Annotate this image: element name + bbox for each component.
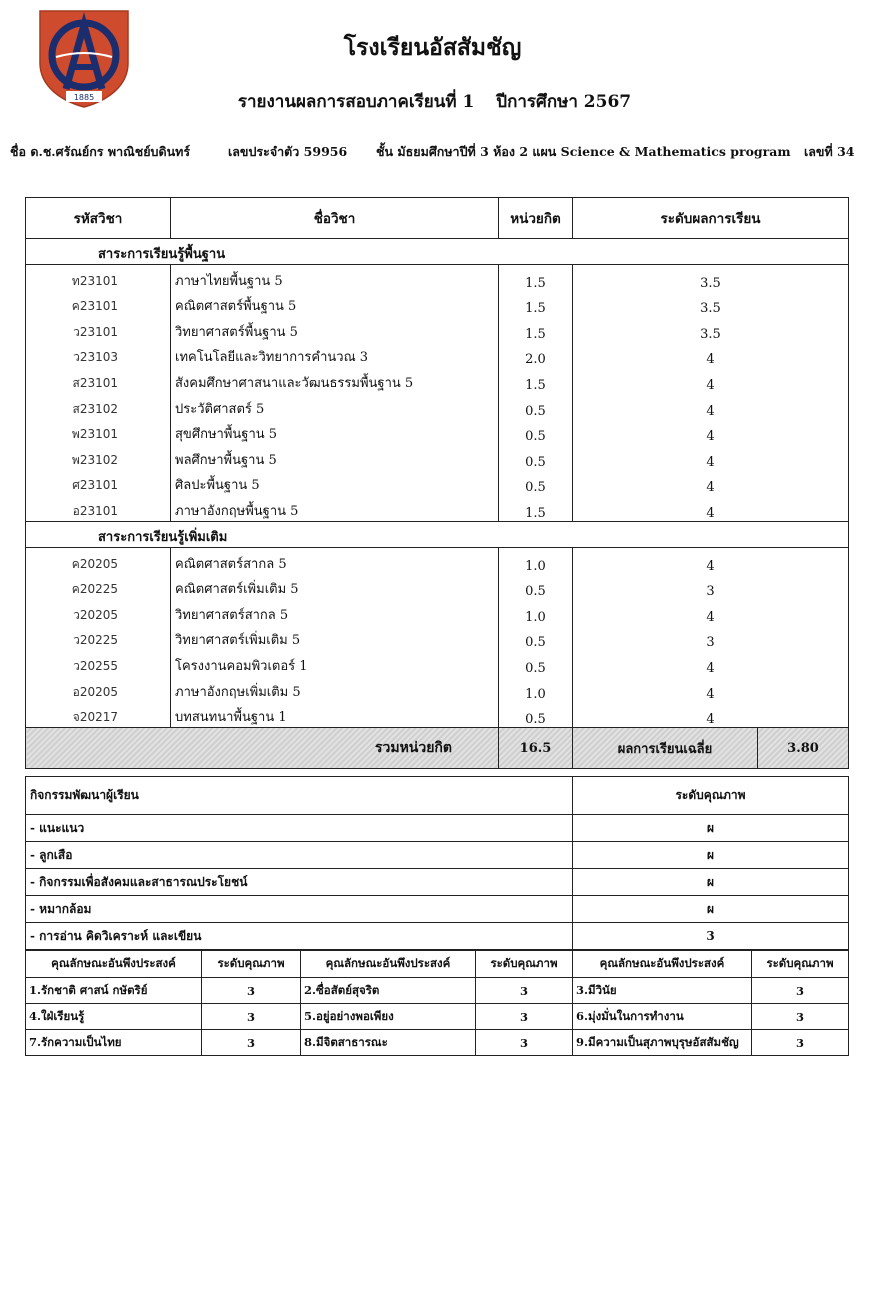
subject-credits: 2.0 — [499, 342, 573, 368]
char-col-label: คุณลักษณะอันพึงประสงค์ — [301, 951, 476, 978]
characteristic-label: 3.มีวินัย — [573, 978, 752, 1004]
subject-row — [26, 393, 849, 419]
subject-credits: 1.0 — [499, 599, 573, 625]
subject-row — [26, 495, 849, 521]
subject-name: พลศึกษาพื้นฐาน 5 — [171, 444, 499, 470]
subject-grade: 4 — [573, 419, 849, 445]
characteristic-value: 3 — [752, 1030, 849, 1056]
subject-credits: 0.5 — [499, 702, 573, 728]
report-term: รายงานผลการสอบภาคเรียนที่ 1 — [237, 92, 475, 112]
activities-header-label: กิจกรรมพัฒนาผู้เรียน — [26, 777, 573, 815]
activity-row — [26, 869, 849, 896]
subject-code: ท23101 — [26, 265, 171, 291]
subject-code: ว20205 — [26, 599, 171, 625]
subject-code: ว23101 — [26, 316, 171, 342]
subject-name: บทสนทนาพื้นฐาน 1 — [171, 702, 499, 728]
activity-quality: 3 — [573, 923, 849, 950]
student-id: เลขประจำตัว 59956 — [228, 144, 348, 159]
subject-credits: 0.5 — [499, 444, 573, 470]
subject-row — [26, 625, 849, 651]
school-name: โรงเรียนอัสสัมชัญ — [343, 34, 522, 61]
subject-name: คณิตศาสตร์สากล 5 — [171, 547, 499, 573]
characteristic-label: 9.มีความเป็นสุภาพบุรุษอัสสัมชัญ — [573, 1030, 752, 1056]
subject-code: ส23101 — [26, 367, 171, 393]
subject-code: ค23101 — [26, 291, 171, 317]
characteristic-label: 4.ใฝ่เรียนรู้ — [26, 1004, 202, 1030]
subject-credits: 0.5 — [499, 574, 573, 600]
subject-code: จ20217 — [26, 702, 171, 728]
header-code: รหัสวิชา — [26, 198, 171, 239]
activities-table — [25, 776, 849, 950]
characteristic-value: 3 — [202, 1004, 301, 1030]
subject-grade: 3 — [573, 574, 849, 600]
subject-name: เทคโนโลยีและวิทยาการคำนวณ 3 — [171, 342, 499, 368]
characteristic-label: 5.อยู่อย่างพอเพียง — [301, 1004, 476, 1030]
subject-name: ศิลปะพื้นฐาน 5 — [171, 470, 499, 496]
header-grade: ระดับผลการเรียน — [573, 198, 849, 239]
characteristic-label: 8.มีจิตสาธารณะ — [301, 1030, 476, 1056]
subject-code: พ23101 — [26, 419, 171, 445]
gpa-value: 3.80 — [758, 728, 849, 769]
subject-grade: 4 — [573, 367, 849, 393]
section-header-row — [26, 521, 849, 547]
subject-name: ภาษาอังกฤษเพิ่มเติม 5 — [171, 676, 499, 702]
subject-code: ศ23101 — [26, 470, 171, 496]
activity-quality: ผ — [573, 815, 849, 842]
section-title: สาระการเรียนรู้เพิ่มเติม — [26, 521, 849, 547]
characteristic-value: 3 — [752, 1004, 849, 1030]
grades-table — [25, 197, 849, 769]
characteristic-value: 3 — [476, 1004, 573, 1030]
logo-year: 1885 — [73, 93, 95, 102]
subject-name: โครงงานคอมพิวเตอร์ 1 — [171, 650, 499, 676]
subject-code: อ20205 — [26, 676, 171, 702]
header-subject: ชื่อวิชา — [171, 198, 499, 239]
activity-quality: ผ — [573, 842, 849, 869]
subject-row — [26, 291, 849, 317]
header-credits: หน่วยกิต — [499, 198, 573, 239]
subject-credits: 0.5 — [499, 625, 573, 651]
student-class: ชั้น มัธยมศึกษาปีที่ 3 ห้อง 2 แผน Science & Mathematics program — [376, 144, 791, 159]
subject-code: อ23101 — [26, 495, 171, 521]
characteristic-label: 1.รักชาติ ศาสน์ กษัตริย์ — [26, 978, 202, 1004]
characteristics-table — [25, 950, 849, 1056]
activities-header-quality: ระดับคุณภาพ — [573, 777, 849, 815]
subject-credits: 1.5 — [499, 495, 573, 521]
subject-credits: 1.0 — [499, 547, 573, 573]
report-title — [0, 88, 869, 115]
subject-grade: 4 — [573, 547, 849, 573]
subject-code: ว20225 — [26, 625, 171, 651]
char-col-label: คุณลักษณะอันพึงประสงค์ — [573, 951, 752, 978]
subject-grade: 4 — [573, 702, 849, 728]
characteristic-label: 7.รักความเป็นไทย — [26, 1030, 202, 1056]
subject-code: ว20255 — [26, 650, 171, 676]
subject-grade: 4 — [573, 393, 849, 419]
activity-label: - แนะแนว — [26, 815, 573, 842]
subject-credits: 0.5 — [499, 650, 573, 676]
subject-name: คณิตศาสตร์เพิ่มเติม 5 — [171, 574, 499, 600]
activity-row — [26, 896, 849, 923]
characteristic-value: 3 — [202, 1030, 301, 1056]
characteristic-value: 3 — [476, 1030, 573, 1056]
activity-quality: ผ — [573, 896, 849, 923]
activity-label: - หมากล้อม — [26, 896, 573, 923]
subject-name: คณิตศาสตร์พื้นฐาน 5 — [171, 291, 499, 317]
activity-quality: ผ — [573, 869, 849, 896]
subject-row — [26, 265, 849, 291]
subject-credits: 0.5 — [499, 393, 573, 419]
subject-name: ประวัติศาสตร์ 5 — [171, 393, 499, 419]
total-credits-value: 16.5 — [499, 728, 573, 769]
subject-grade: 3.5 — [573, 291, 849, 317]
char-col-label: คุณลักษณะอันพึงประสงค์ — [26, 951, 202, 978]
subject-row — [26, 676, 849, 702]
subject-row — [26, 316, 849, 342]
subject-grade: 4 — [573, 495, 849, 521]
subject-row — [26, 342, 849, 368]
characteristic-row — [26, 1004, 849, 1030]
subject-code: ค20205 — [26, 547, 171, 573]
activities-header-row — [26, 777, 849, 815]
subject-credits: 1.5 — [499, 367, 573, 393]
subject-code: พ23102 — [26, 444, 171, 470]
subject-code: ค20225 — [26, 574, 171, 600]
char-col-quality: ระดับคุณภาพ — [752, 951, 849, 978]
activity-row — [26, 923, 849, 950]
subject-credits: 1.5 — [499, 316, 573, 342]
activity-label: - การอ่าน คิดวิเคราะห์ และเขียน — [26, 923, 573, 950]
student-number: เลขที่ 34 — [804, 144, 855, 159]
subject-name: สุขศึกษาพื้นฐาน 5 — [171, 419, 499, 445]
subject-grade: 3 — [573, 625, 849, 651]
characteristic-label: 6.มุ่งมั่นในการทำงาน — [573, 1004, 752, 1030]
subject-row — [26, 470, 849, 496]
char-col-quality: ระดับคุณภาพ — [476, 951, 573, 978]
grades-header-row — [26, 198, 849, 239]
subject-grade: 4 — [573, 444, 849, 470]
total-row — [26, 728, 849, 769]
subject-name: ภาษาอังกฤษพื้นฐาน 5 — [171, 495, 499, 521]
characteristics-header-row — [26, 951, 849, 978]
activity-row — [26, 842, 849, 869]
subject-row — [26, 547, 849, 573]
subject-grade: 4 — [573, 342, 849, 368]
characteristic-row — [26, 978, 849, 1004]
subject-code: ว23103 — [26, 342, 171, 368]
activity-label: - กิจกรรมเพื่อสังคมและสาธารณประโยชน์ — [26, 869, 573, 896]
subject-grade: 4 — [573, 650, 849, 676]
subject-name: สังคมศึกษาศาสนาและวัฒนธรรมพื้นฐาน 5 — [171, 367, 499, 393]
subject-name: ภาษาไทยพื้นฐาน 5 — [171, 265, 499, 291]
subject-grade: 3.5 — [573, 265, 849, 291]
subject-grade: 4 — [573, 470, 849, 496]
grades-body — [26, 239, 849, 728]
characteristic-label: 2.ซื่อสัตย์สุจริต — [301, 978, 476, 1004]
subject-credits: 1.0 — [499, 676, 573, 702]
subject-grade: 4 — [573, 676, 849, 702]
student-name: ชื่อ ด.ช.ศรัณย์กร พาณิชย์บดินทร์ — [10, 144, 191, 159]
subject-name: วิทยาศาสตร์เพิ่มเติม 5 — [171, 625, 499, 651]
subject-name: วิทยาศาสตร์พื้นฐาน 5 — [171, 316, 499, 342]
section-title: สาระการเรียนรู้พื้นฐาน — [26, 239, 849, 265]
characteristic-value: 3 — [752, 978, 849, 1004]
subject-grade: 4 — [573, 599, 849, 625]
subject-row — [26, 650, 849, 676]
academic-year: ปีการศึกษา 2567 — [496, 92, 632, 112]
activity-row — [26, 815, 849, 842]
subject-grade: 3.5 — [573, 316, 849, 342]
section-header-row — [26, 239, 849, 265]
subject-credits: 1.5 — [499, 265, 573, 291]
subject-credits: 0.5 — [499, 470, 573, 496]
gpa-label: ผลการเรียนเฉลี่ย — [573, 728, 758, 769]
char-col-quality: ระดับคุณภาพ — [202, 951, 301, 978]
subject-row — [26, 444, 849, 470]
total-credits-label: รวมหน่วยกิต — [26, 728, 499, 769]
subject-credits: 0.5 — [499, 419, 573, 445]
subject-row — [26, 574, 849, 600]
activity-label: - ลูกเสือ — [26, 842, 573, 869]
characteristic-row — [26, 1030, 849, 1056]
subject-code: ส23102 — [26, 393, 171, 419]
subject-row — [26, 419, 849, 445]
subject-name: วิทยาศาสตร์สากล 5 — [171, 599, 499, 625]
subject-row — [26, 367, 849, 393]
subject-row — [26, 599, 849, 625]
subject-row — [26, 702, 849, 728]
subject-credits: 1.5 — [499, 291, 573, 317]
characteristic-value: 3 — [476, 978, 573, 1004]
characteristic-value: 3 — [202, 978, 301, 1004]
